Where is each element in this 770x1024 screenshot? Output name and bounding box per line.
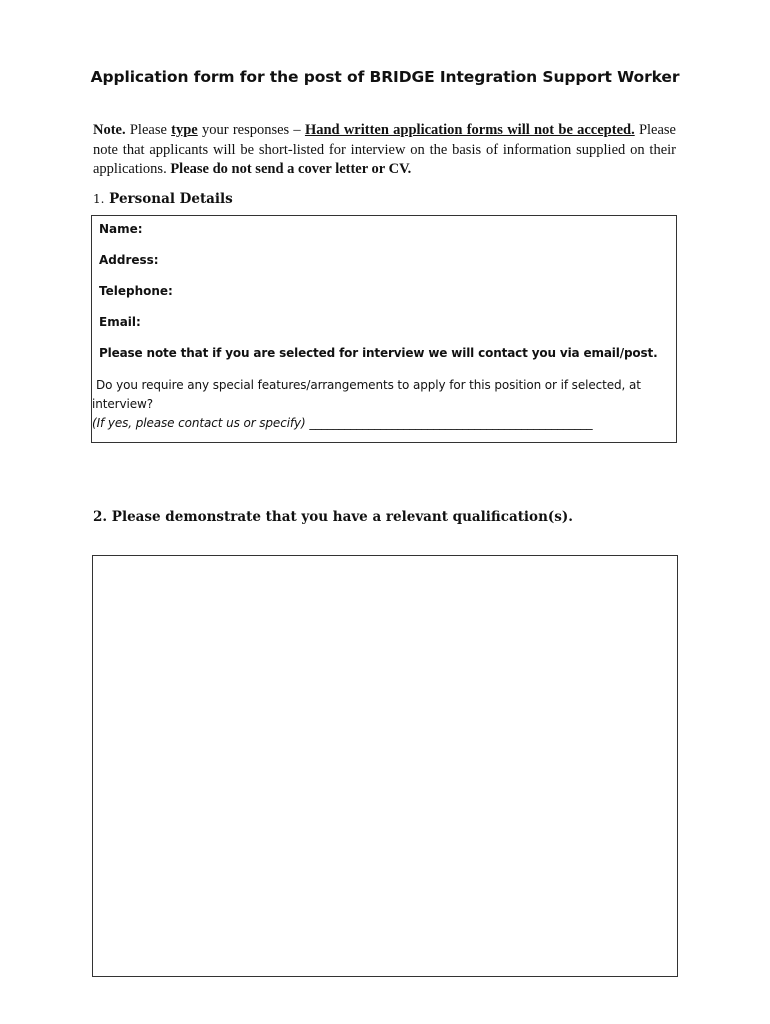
note-text-1: Please (125, 122, 172, 138)
special-specify-field[interactable]: (If yes, please contact us or specify) ________________________________________________ (92, 416, 593, 430)
page-title: Application form for the post of BRIDGE Integration Support Worker (90, 68, 680, 86)
telephone-field[interactable]: Telephone: (99, 284, 173, 298)
note-type-word: type (171, 122, 198, 138)
section-1-number: 1. (93, 192, 105, 206)
section-1-heading (93, 191, 233, 207)
note-handwritten-warning: Hand written application forms will not be accepted. (304, 122, 635, 138)
qualifications-answer-box[interactable] (92, 555, 678, 977)
special-arrangements (92, 376, 652, 433)
address-field[interactable]: Address: (99, 253, 159, 267)
name-field[interactable]: Name: (99, 222, 143, 236)
note-label: Note. (93, 122, 126, 138)
note-no-cv: Please do not send a cover letter or CV. (170, 161, 412, 177)
personal-details-box (91, 215, 677, 443)
note-text-2: your responses – (197, 122, 305, 138)
contact-note: Please note that if you are selected for interview we will contact you via email/post. (99, 346, 658, 360)
instructions-note (93, 121, 676, 180)
special-question: Do you require any special features/arrangements to apply for this position or if selected, at (96, 378, 641, 392)
note-text-3: Please note that applicants will be short-listed for interview on the basis of information supplied on their applications. (93, 122, 676, 177)
email-field[interactable]: Email: (99, 315, 141, 329)
special-question-cont: interview? (92, 397, 153, 411)
section-2-heading: 2. Please demonstrate that you have a relevant qualification(s). (93, 509, 573, 525)
section-1-title: Personal Details (109, 191, 233, 207)
